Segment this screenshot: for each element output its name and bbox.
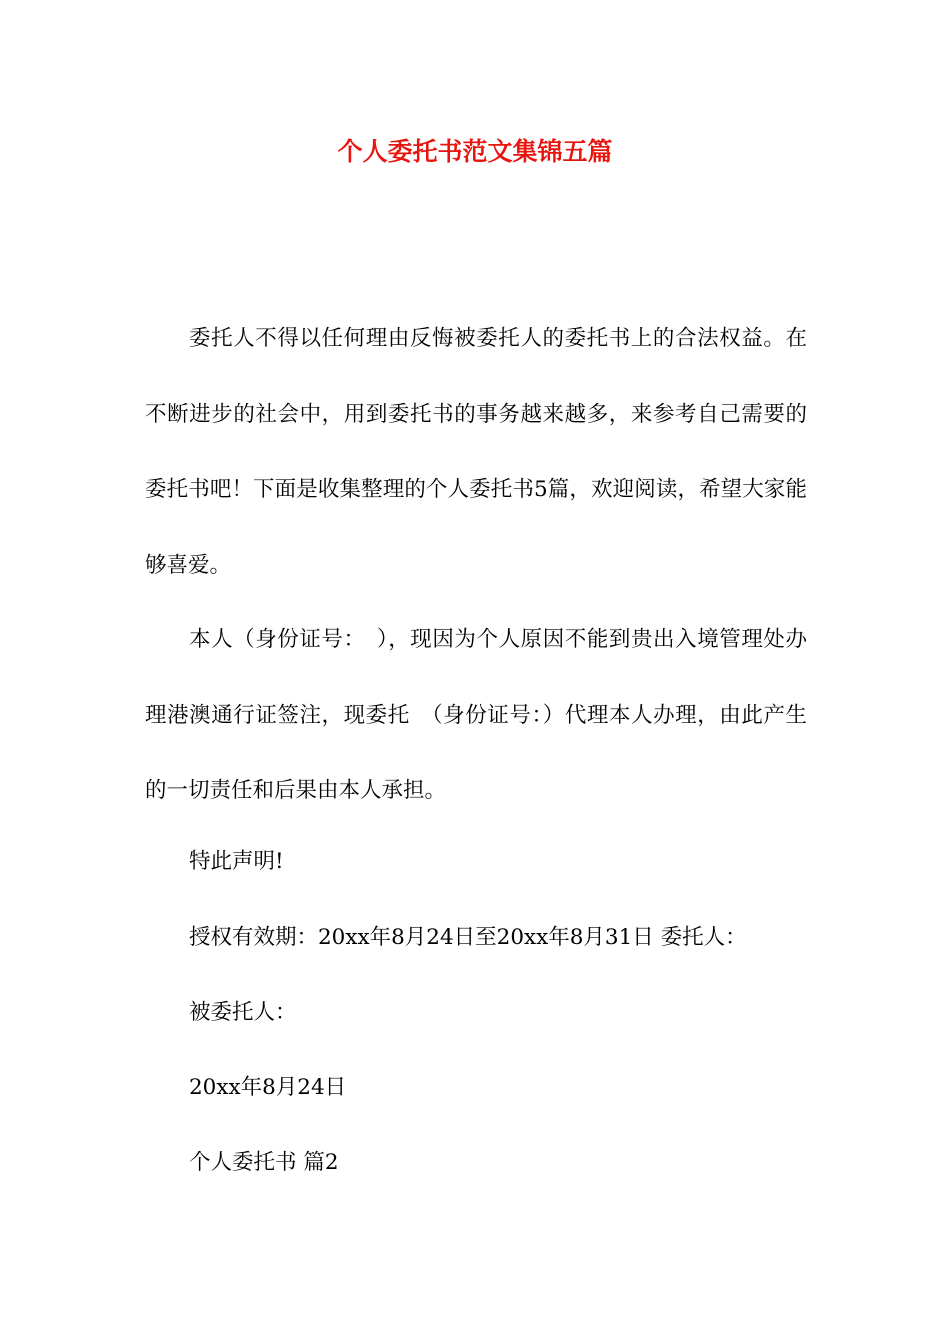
agent-line: 被委托人： [189, 1000, 297, 1025]
date-line: 20xx年8月24日 [189, 1075, 347, 1100]
declaration-line: 特此声明! [189, 849, 284, 874]
document-title: 个人委托书范文集锦五篇 [337, 137, 613, 166]
section-heading: 个人委托书 篇2 [189, 1150, 339, 1175]
intro-paragraph: 委托人不得以任何理由反悔被委托人的委托书上的合法权益。在不断进步的社会中，用到委托书的事务越来越多，来参考自己需要的委托书吧！下面是收集整理的个人委托书5篇，欢迎阅读，希望大家能够喜爱。 [145, 326, 807, 578]
validity-line: 授权有效期：20xx年8月24日至20xx年8月31日 委托人： [189, 925, 747, 950]
body-paragraph: 本人（身份证号： ），现因为个人原因不能到贵出入境管理处办理港澳通行证签注，现委托 （身份证号：）代理本人办理，由此产生的一切责任和后果由本人承担。 [145, 627, 807, 803]
